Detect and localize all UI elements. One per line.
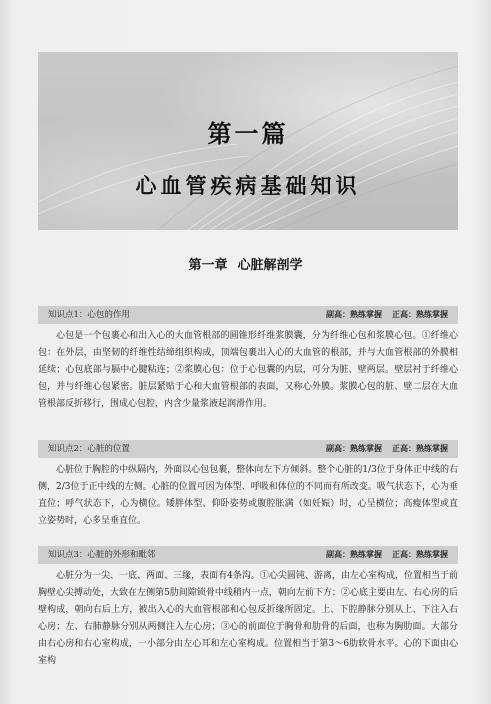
part-title: 第一篇 bbox=[207, 120, 289, 148]
mastery-requirements bbox=[326, 440, 448, 458]
knowledge-point-bar bbox=[38, 440, 458, 458]
part-banner bbox=[38, 52, 458, 230]
knowledge-point-bar bbox=[38, 306, 458, 324]
knowledge-point-bar bbox=[38, 546, 458, 564]
knowledge-point-label: 知识点3：心脏的外形和毗邻 bbox=[48, 550, 156, 560]
senior-requirement: 正高：熟练掌握 bbox=[392, 550, 448, 559]
senior-requirement: 正高：熟练掌握 bbox=[392, 444, 448, 453]
senior-requirement: 正高：熟练掌握 bbox=[392, 310, 448, 319]
knowledge-point-label: 知识点2：心脏的位置 bbox=[48, 444, 130, 454]
mastery-requirements bbox=[326, 306, 448, 324]
part-subtitle: 心血管疾病基础知识 bbox=[135, 174, 361, 198]
mastery-requirements bbox=[326, 546, 448, 564]
deputy-senior-requirement: 副高：熟练掌握 bbox=[326, 310, 382, 319]
deputy-senior-requirement: 副高：熟练掌握 bbox=[326, 550, 382, 559]
chapter-number: 第一章 bbox=[188, 258, 228, 273]
knowledge-point-label: 知识点1：心包的作用 bbox=[48, 310, 130, 320]
chapter-heading bbox=[0, 254, 491, 273]
knowledge-point-text: 心脏位于胸腔的中纵隔内，外面以心包包裹，整体向左下方倾斜。整个心脏的1/3位于身体正中线的右侧，2/3位于正中线的左侧。心脏的位置可因为体型、呼吸和体位的不同而有所改变。吸气状态下，心为垂直位；呼气状态下，心为横位。矮胖体型、仰卧姿势或腹腔胀满（如妊娠）时，心呈横位；高瘦体型或直立姿势时，心多呈垂直位。 bbox=[38, 465, 458, 526]
knowledge-point-text: 心脏分为一尖、一底、两面、三缘，表面有4条沟。①心尖圆钝、游离，由左心室构成，位置相当于前胸壁心尖搏动处，大致在左侧第5肋间隙锁骨中线稍内一点，朝向左前下方；②心底主要由左、右心房的后壁构成，朝向右后上方，被出入心的大血管根部和心包反折缘所固定。上、下腔静脉分别从上、下注入右心房；左、右肺静脉分别从两侧注入左心房；③心的前面位于胸骨和肋骨的后面，也称为胸肋面。大部分由右心房和右心室构成，一小部分由左心耳和左心室构成。位置相当于第3～6肋软骨水平。心的下面由心室构 bbox=[38, 571, 458, 666]
chapter-title: 心脏解剖学 bbox=[237, 258, 303, 273]
deputy-senior-requirement: 副高：熟练掌握 bbox=[326, 444, 382, 453]
knowledge-point-text: 心包是一个包裹心和出入心的大血管根部的圆锥形纤维浆膜囊，分为纤维心包和浆膜心包。①纤维心包：在外层，由坚韧的纤维性结缔组织构成，顶端包裹出入心的大血管的根部，并与大血管根部的外膜相延续；心包底部与膈中心腱粘连；②浆膜心包：位于心包囊的内层，可分为脏、壁两层。壁层衬于纤维心包，并与纤维心包紧密。脏层紧贴于心和大血管根部的表面，又称心外膜。浆膜心包的脏、壁二层在大血管根部反折移行，围成心包腔，内含少量浆液起润滑作用。 bbox=[38, 331, 458, 409]
